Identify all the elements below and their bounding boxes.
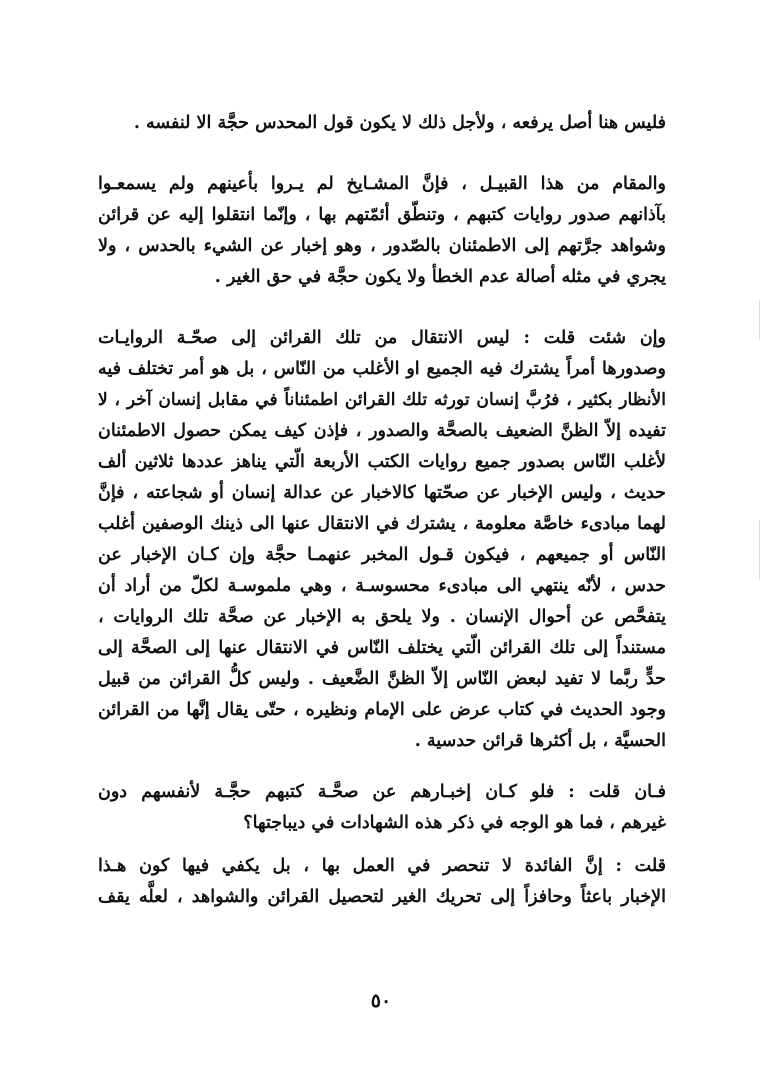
- text-line: قلت : إنَّ الفائدة لا تنحصر في العمل بها ، بل يكفي فيها كون هـذا: [98, 856, 666, 876]
- text-line: غيرهم ، فما هو الوجه في ذكر هذه الشهادات في ديباجتها؟: [243, 813, 666, 833]
- text-line: النّاس أو جميعهم ، فيكون قـول المخبر عنهمـا حجَّة وإن كـان الإخبار عن: [98, 545, 666, 565]
- text-line: لهما مبادىء خاصَّة معلومة ، يشترك في الانتقال عنها الى ذينك الوصفين أغلب: [98, 514, 666, 534]
- paragraph-gap: [98, 139, 666, 169]
- text-line: فـان قلت : فلو كـان إخبـارهم عن صحَّـة كتبهم حجَّـة لأنفسهم دون: [98, 782, 666, 802]
- text-line: لأغلب النّاس بصدور جميع روايات الكتب الأربعة الّتي يناهز عددها ثلاثين ألف: [98, 452, 666, 472]
- paragraph-3: [98, 323, 666, 757]
- page-body: [98, 108, 666, 913]
- text-line: بآذانهم صدور روايات كتبهم ، وتنطّق أئمّتهم بها ، وإنّما انتقلوا إليه عن قرائن: [98, 205, 666, 225]
- paragraph-gap: [98, 293, 666, 323]
- paragraph-gap: [98, 757, 666, 777]
- text-line: حدس ، لأنّه ينتهي الى مبادىء محسوسـة ، وهي ملموسـة لكلّ من أراد أن: [98, 576, 666, 596]
- paragraph-4: [98, 777, 666, 839]
- text-line: وشواهد جرَّتهم إلى الاطمئنان بالصّدور ، وهو إخبار عن الشيء بالحدس ، ولا: [98, 236, 666, 256]
- paragraph-5: [98, 851, 666, 913]
- text-line: وجود الحديث في كتاب عرض على الإمام ونظيره ، حتّى يقال إنَّها من القرائن: [98, 700, 666, 720]
- text-line: وإن شئت قلت : ليس الانتقال من تلك القرائن إلى صحّـة الروايـات: [98, 328, 666, 348]
- scan-edge-mark: [759, 520, 760, 580]
- text-line: والمقام من هذا القبيـل ، فإنَّ المشـايخ لم يـروا بأعينهم ولم يسمعـوا: [98, 174, 666, 194]
- page-number: ٥٠: [370, 990, 392, 1012]
- text-line: الحسيَّة ، بل أكثرها قرائن حدسية .: [414, 731, 666, 751]
- text-line: حدٍّ ربَّما لا تفيد لبعض النّاس إلاّ الظنَّ الضَّعيف . وليس كلُّ القرائن من قبيل: [98, 669, 666, 689]
- paragraph-2: [98, 169, 666, 293]
- scan-edge-mark: [759, 300, 760, 340]
- text-line: فليس هنا أصل يرفعه ، ولأجل ذلك لا يكون قول المحدس حجَّة الا لنفسه .: [133, 113, 666, 133]
- text-line: وصدورها أمراً يشترك فيه الجميع او الأغلب من النّاس ، بل هو أمر تختلف فيه: [98, 359, 666, 379]
- text-line: يجري في مثله أصالة عدم الخطأ ولا يكون حجَّة في حق الغير .: [214, 267, 666, 287]
- text-line: الإخبار باعثاً وحافزاً إلى تحريك الغير لتحصيل القرائن والشواهد ، لعلَّه يقف: [98, 887, 666, 907]
- paragraph-gap: [98, 839, 666, 851]
- text-line: تفيده إلاّ الظنَّ الضعيف بالصحَّة والصدور ، فإذن كيف يمكن حصول الاطمئنان: [98, 421, 666, 441]
- paragraph-1: [98, 108, 666, 139]
- text-line: مستنداً إلى تلك القرائن الّتي يختلف النّاس في الانتقال عنها إلى الصحَّة إلى: [98, 638, 666, 658]
- text-line: حديث ، وليس الإخبار عن صحّتها كالاخبار عن عدالة إنسان أو شجاعته ، فإنَّ: [98, 483, 666, 503]
- text-line: الأنظار بكثير ، فرُبَّ إنسان تورثه تلك القرائن اطمئناناً في مقابل إنسان آخر ، لا: [98, 390, 666, 410]
- text-line: يتفحَّص عن أحوال الإنسان . ولا يلحق به الإخبار عن صحَّة تلك الروايات ،: [98, 607, 666, 627]
